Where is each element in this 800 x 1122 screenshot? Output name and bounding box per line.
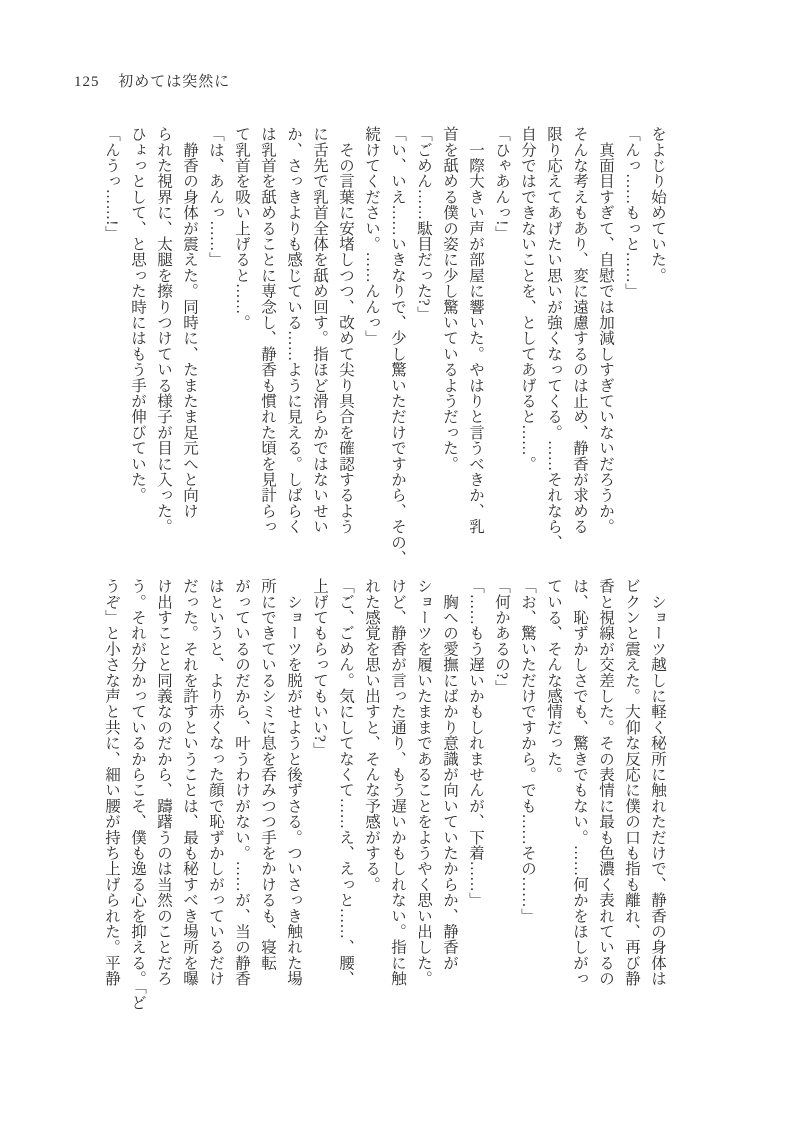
text-line: ビクンと震えた。大仰な反応に僕の口も指も離れ、再び静	[623, 578, 640, 987]
text-block-bottom	[96, 578, 670, 1026]
text-line: れた感覚を思い出すと、そんな予感がする。	[363, 578, 380, 892]
text-line: 「い、いえ……いきなりで、少し驚いただけですから、その、	[389, 126, 406, 566]
text-line: ショーツ越しに軽く秘所に触れただけで、静香の身体は	[649, 578, 666, 987]
text-line: て乳首を吸い上げると……。	[233, 126, 250, 331]
text-line: だった。それを許すということは、最も秘すべき場所を曝	[181, 578, 198, 987]
text-line: 「ひゃあんっ!」	[493, 126, 510, 242]
text-line: ショーツを脱がせようと後ずさる。ついさっき触れた場	[285, 578, 302, 987]
text-line: その言葉に安堵しつつ、改めて尖り具合を確認するよう	[337, 126, 354, 535]
text-line: をよじり始めていた。	[649, 126, 666, 283]
page-header	[74, 70, 230, 91]
text-line: 「……もう遅いかもしれませんが、下着……」	[467, 578, 484, 908]
text-line: 香と視線が交差した。その表情に最も色濃く表れているの	[597, 578, 614, 987]
text-line: は乳首を舐めることに専念し、静香も慣れた頃を見計らっ	[259, 126, 276, 535]
text-line: け出すことと同義なのだから、躊躇うのは当然のことだろ	[155, 578, 172, 987]
text-line: はというと、より赤くなった顔で恥ずかしがっているだけ	[207, 578, 224, 987]
page-number: 125	[74, 74, 100, 90]
text-line: 首を舐める僕の姿に少し驚いているようだった。	[441, 126, 458, 472]
text-line: 静香の身体が震えた。同時に、たまたま足元へと向け	[181, 126, 198, 519]
text-line: られた視界に、太腿を擦りつけている様子が目に入った。	[155, 126, 172, 535]
text-line: 自分ではできないことを、としてあげると……。	[519, 126, 536, 472]
text-line: 所にできているシミに息を呑みつつ手をかけるも、寝転	[259, 578, 276, 971]
text-line: がっているのだから、叶うわけがない。……が、当の静香	[233, 578, 250, 987]
text-line: か、さっきよりも感じている……ように見える。しばらく	[285, 126, 302, 535]
text-line: う。それが分かっているからこそ、僕も逸る心を抑える。「ど	[129, 578, 146, 1010]
text-line: 「何かあるの?」	[493, 578, 510, 695]
text-line: うぞ」と小さな声と共に、細い腰が持ち上げられた。平静	[103, 578, 120, 987]
text-line: そんな考えもあり、変に遠慮するのは止め、静香が求める	[571, 126, 588, 535]
text-line: は、恥ずかしさでも、驚きでもない。……何かをほしがっ	[571, 578, 588, 987]
text-line: 限り応えてあげたい思いが強くなってくる。……それなら、	[545, 126, 562, 550]
text-line: ている、そんな感情だった。	[545, 578, 562, 783]
text-line: 続けてください。……んんっ」	[363, 126, 380, 346]
text-block-top	[96, 126, 670, 574]
text-line: 真面目すぎて、自慰では加減しすぎていないだろうか。	[597, 126, 614, 535]
text-line: 「ご、ごめん。気にしてなくて……え、えっと……、腰、	[337, 578, 354, 987]
text-line: 「お、驚いただけですから。でも……その……」	[519, 578, 536, 924]
text-line: 「んうっ……!」	[103, 126, 120, 242]
text-line: 一際大きい声が部屋に響いた。やはりと言うべきか、乳	[467, 126, 484, 535]
text-line: 「は、あんっ……」	[207, 126, 224, 268]
chapter-title: 初めては突然に	[118, 74, 231, 90]
text-line: 「ごめん……駄目だった?」	[415, 126, 432, 322]
text-line: 「んっ……もっと……」	[623, 126, 640, 299]
text-line: ひょっとして、と思った時にはもう手が伸びていた。	[129, 126, 146, 503]
text-line: けど、静香が言った通り、もう遅いかもしれない。指に触	[389, 578, 406, 987]
text-line: 上げてもらってもいい?」	[311, 578, 328, 758]
text-line: ショーツを履いたままであることをようやく思い出した。	[415, 578, 432, 987]
text-line: に舌先で乳首全体を舐め回す。指ほど滑らかではないせい	[311, 126, 328, 535]
text-line: 胸への愛撫にばかり意識が向いていたからか、静香が	[441, 578, 458, 971]
